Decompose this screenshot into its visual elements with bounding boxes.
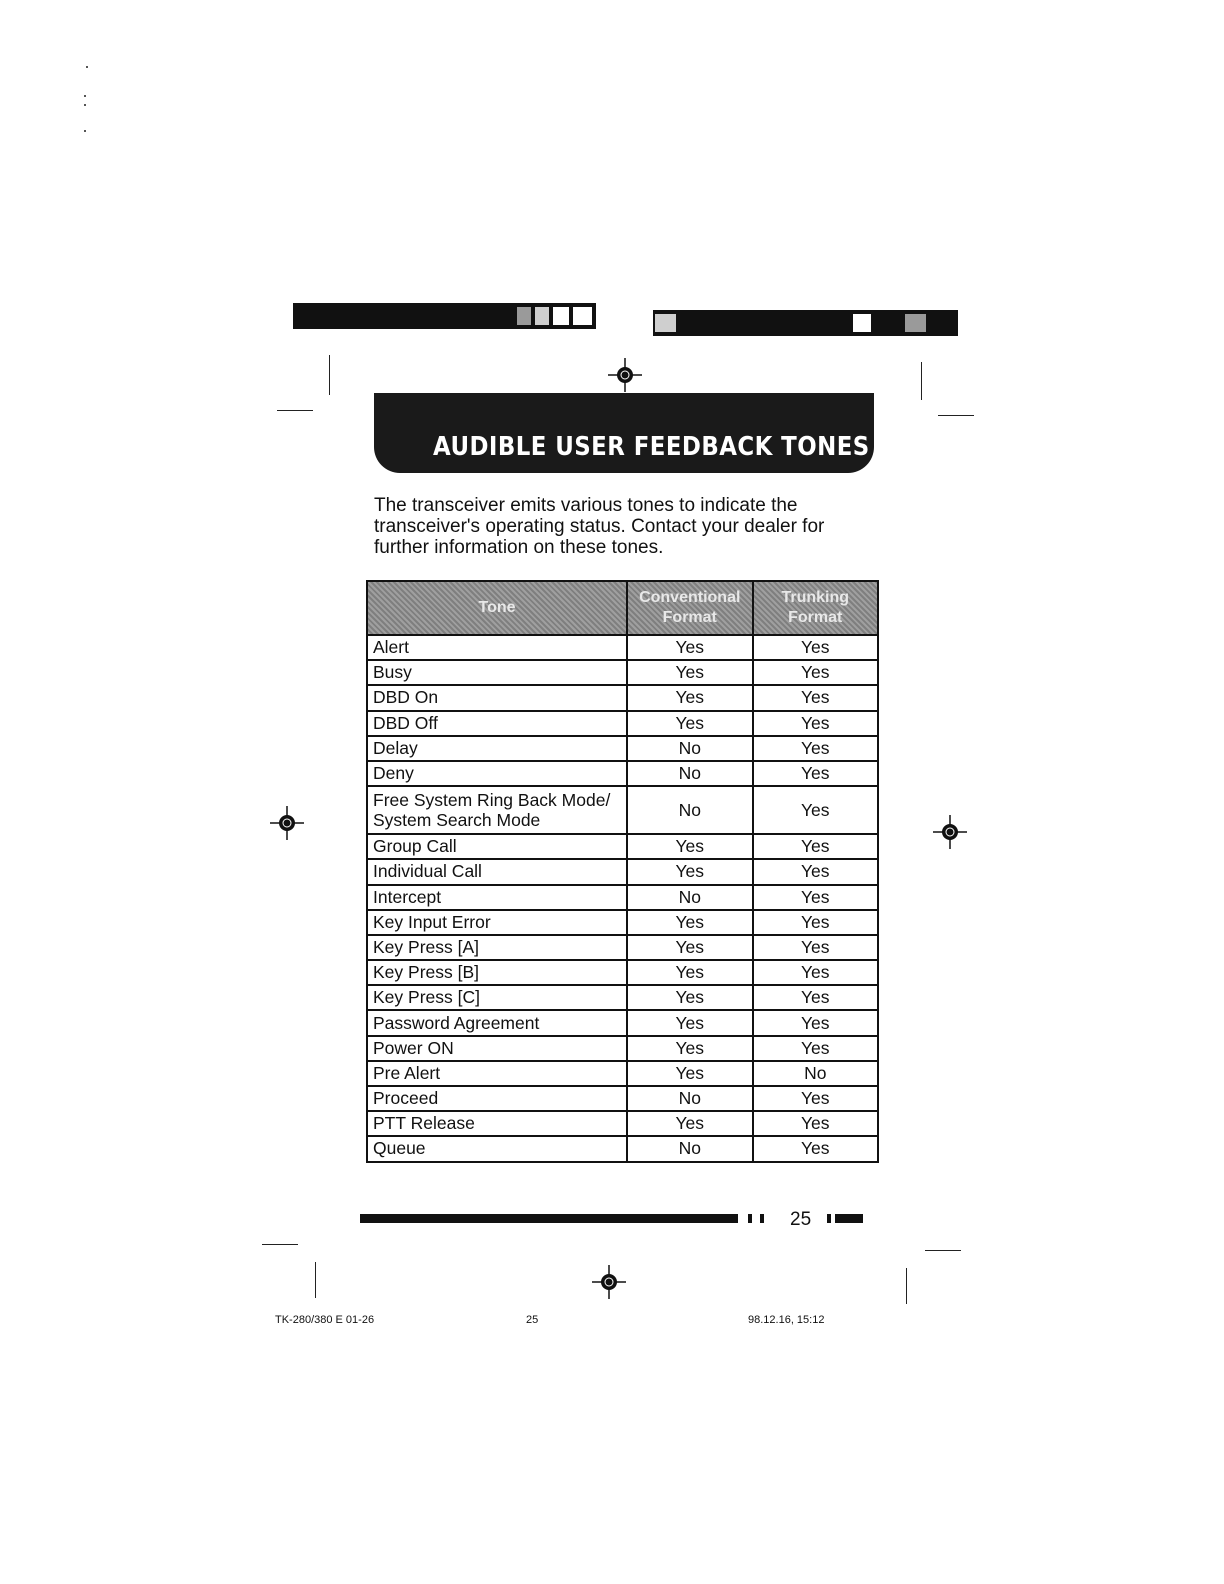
crop-mark <box>262 1244 298 1245</box>
intro-paragraph <box>374 495 874 558</box>
table-row <box>367 786 878 834</box>
crop-mark <box>921 362 922 400</box>
tone-name-cell: Password Agreement <box>367 1010 627 1035</box>
trunking-format-cell: Yes <box>753 1111 879 1136</box>
print-timestamp: 98.12.16, 15:12 <box>748 1314 825 1326</box>
conventional-format-cell: Yes <box>627 1111 752 1136</box>
trunking-format-cell: Yes <box>753 660 879 685</box>
table-header-row <box>367 581 878 635</box>
header-trunking-format: Trunking Format <box>753 581 879 635</box>
registration-target-icon <box>592 1265 626 1299</box>
trunking-format-cell: Yes <box>753 935 879 960</box>
tone-name-cell: Key Input Error <box>367 910 627 935</box>
trunking-format-cell: Yes <box>753 711 879 736</box>
scan-speck <box>84 130 86 132</box>
table-row <box>367 660 878 685</box>
table-row <box>367 736 878 761</box>
tone-name-cell: DBD On <box>367 685 627 710</box>
tone-name-cell: Alert <box>367 635 627 660</box>
trunking-format-cell: Yes <box>753 1036 879 1061</box>
scan-speck <box>84 95 86 97</box>
calibration-bar-right <box>653 310 958 336</box>
tone-name-cell: Key Press [C] <box>367 985 627 1010</box>
trunking-format-cell: Yes <box>753 635 879 660</box>
tone-name-cell: DBD Off <box>367 711 627 736</box>
doc-id: TK-280/380 E 01-26 <box>275 1314 375 1326</box>
crop-mark <box>938 415 974 416</box>
conventional-format-cell: Yes <box>627 685 752 710</box>
table-row <box>367 1061 878 1086</box>
calibration-bar-left <box>293 303 596 329</box>
conventional-format-cell: No <box>627 761 752 786</box>
tone-name-cell: Key Press [A] <box>367 935 627 960</box>
tone-name-cell: Individual Call <box>367 859 627 884</box>
conventional-format-cell: Yes <box>627 834 752 859</box>
crop-mark <box>315 1262 316 1298</box>
conventional-format-cell: No <box>627 736 752 761</box>
table-row <box>367 859 878 884</box>
scan-speck <box>86 66 88 68</box>
tone-name-cell: Deny <box>367 761 627 786</box>
conventional-format-cell: No <box>627 1136 752 1161</box>
table-row <box>367 761 878 786</box>
tone-name-cell: Queue <box>367 1136 627 1161</box>
trunking-format-cell: Yes <box>753 960 879 985</box>
tone-name-cell: Busy <box>367 660 627 685</box>
footer-tick <box>760 1214 764 1223</box>
trunking-format-cell: Yes <box>753 761 879 786</box>
table-row <box>367 685 878 710</box>
footer-tick <box>835 1214 863 1223</box>
registration-target-icon <box>933 815 967 849</box>
intro-line: further information on these tones. <box>374 537 664 558</box>
trunking-format-cell: Yes <box>753 985 879 1010</box>
trunking-format-cell: Yes <box>753 786 879 834</box>
trunking-format-cell: Yes <box>753 910 879 935</box>
conventional-format-cell: Yes <box>627 1036 752 1061</box>
conventional-format-cell: Yes <box>627 635 752 660</box>
slug-page-number: 25 <box>526 1314 539 1326</box>
footer-rule <box>360 1214 738 1223</box>
intro-line: The transceiver emits various tones to indicate the <box>374 495 798 516</box>
registration-target-icon <box>608 358 642 392</box>
table-row <box>367 1036 878 1061</box>
table-row <box>367 1086 878 1111</box>
tones-table <box>366 580 879 1163</box>
tone-name-cell: Free System Ring Back Mode/ System Search Mode <box>367 786 627 834</box>
table-row <box>367 885 878 910</box>
trunking-format-cell: Yes <box>753 1086 879 1111</box>
conventional-format-cell: Yes <box>627 1061 752 1086</box>
table-row <box>367 985 878 1010</box>
footer-tick <box>827 1214 831 1223</box>
conventional-format-cell: Yes <box>627 935 752 960</box>
conventional-format-cell: No <box>627 1086 752 1111</box>
header-conventional-format: Conventional Format <box>627 581 752 635</box>
crop-mark <box>925 1250 961 1251</box>
tone-name-cell: Intercept <box>367 885 627 910</box>
tone-name-cell: Delay <box>367 736 627 761</box>
trunking-format-cell: Yes <box>753 859 879 884</box>
table-row <box>367 960 878 985</box>
conventional-format-cell: Yes <box>627 859 752 884</box>
trunking-format-cell: Yes <box>753 685 879 710</box>
tone-name-cell: PTT Release <box>367 1111 627 1136</box>
conventional-format-cell: Yes <box>627 910 752 935</box>
footer-tick <box>748 1214 752 1223</box>
table-row <box>367 1111 878 1136</box>
conventional-format-cell: Yes <box>627 660 752 685</box>
conventional-format-cell: Yes <box>627 1010 752 1035</box>
intro-line: transceiver's operating status. Contact your dealer for <box>374 516 825 537</box>
tone-name-cell: Key Press [B] <box>367 960 627 985</box>
table-row <box>367 910 878 935</box>
table-row <box>367 1136 878 1161</box>
table-row <box>367 834 878 859</box>
table-row <box>367 635 878 660</box>
trunking-format-cell: Yes <box>753 834 879 859</box>
conventional-format-cell: No <box>627 885 752 910</box>
page-number: 25 <box>790 1209 812 1230</box>
crop-mark <box>906 1268 907 1304</box>
header-tone: Tone <box>367 581 627 635</box>
table-row <box>367 711 878 736</box>
conventional-format-cell: Yes <box>627 711 752 736</box>
page-title: AUDIBLE USER FEEDBACK TONES <box>433 432 870 462</box>
trunking-format-cell: No <box>753 1061 879 1086</box>
tone-name-cell: Proceed <box>367 1086 627 1111</box>
trunking-format-cell: Yes <box>753 1010 879 1035</box>
crop-mark <box>277 410 313 411</box>
table-row <box>367 935 878 960</box>
tone-name-cell: Group Call <box>367 834 627 859</box>
scan-speck <box>84 104 86 106</box>
conventional-format-cell: Yes <box>627 960 752 985</box>
tone-name-cell: Pre Alert <box>367 1061 627 1086</box>
trunking-format-cell: Yes <box>753 885 879 910</box>
trunking-format-cell: Yes <box>753 1136 879 1161</box>
crop-mark <box>329 355 330 395</box>
tone-name-cell: Power ON <box>367 1036 627 1061</box>
trunking-format-cell: Yes <box>753 736 879 761</box>
table-row <box>367 1010 878 1035</box>
registration-target-icon <box>270 806 304 840</box>
conventional-format-cell: Yes <box>627 985 752 1010</box>
conventional-format-cell: No <box>627 786 752 834</box>
